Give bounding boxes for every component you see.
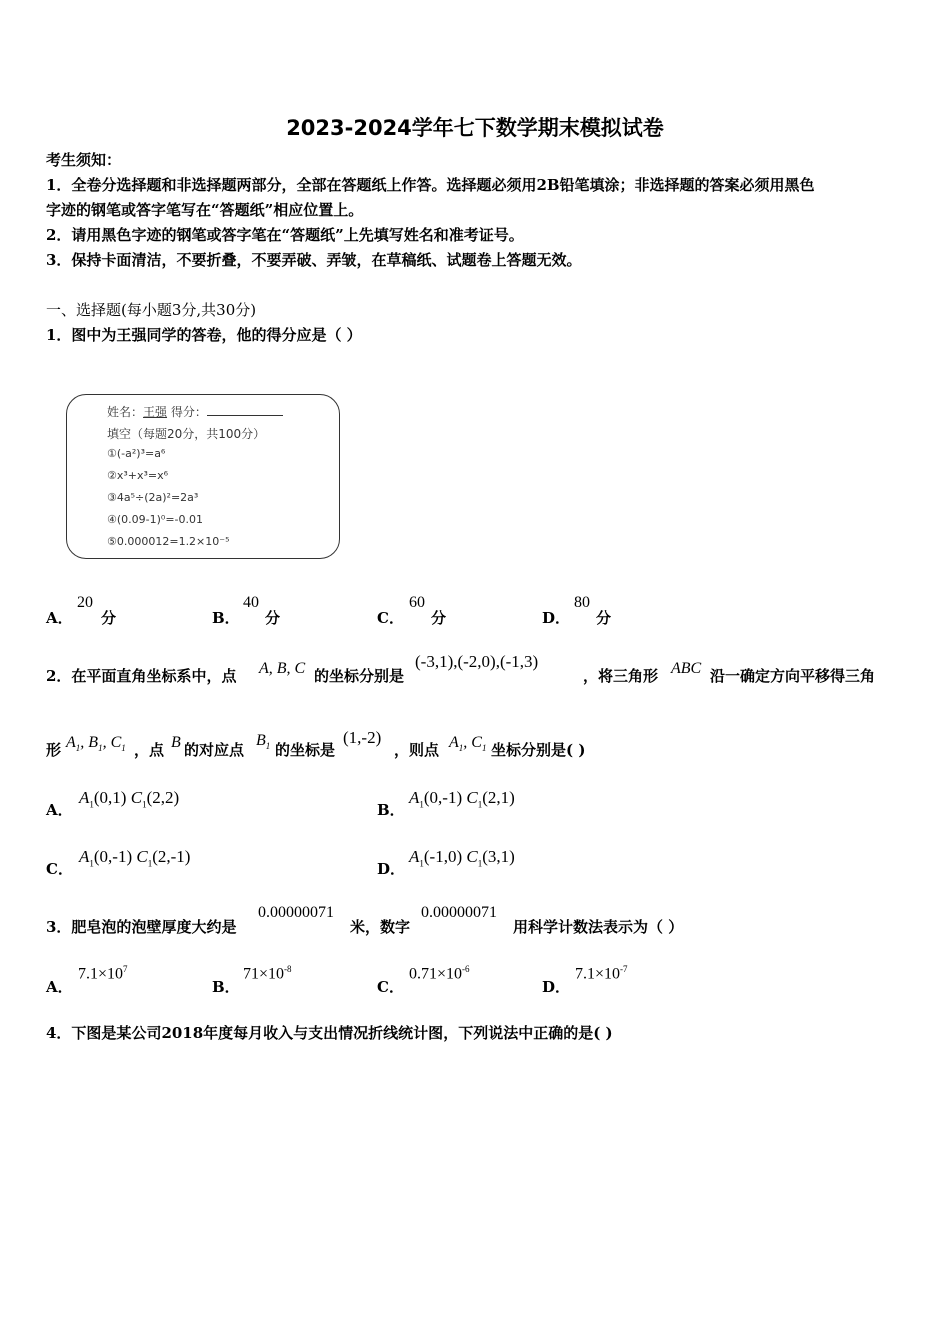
card-name-label: 姓名： [107,405,144,419]
q2-option-d-c1: (3,1) [482,847,515,866]
q2-point-b1: $B_1$ [256,732,271,752]
q2-text-6: ，点 [134,741,165,759]
q1-option-b-label: B． [212,609,240,627]
q2-option-a-c1: (2,2) [146,788,180,807]
card-item-5: ⑤0.000012=1.2×10⁻⁵ [107,535,230,548]
q3-option-a-base: 7.1×10 [78,965,124,983]
q3-option-c-base: 0.71×10 [409,965,463,983]
q2-option-d-value: $A_1(-1,0)$ $C_1(3,1)$ [409,847,515,869]
card-item-2: ②x³+x³=x⁶ [107,469,169,482]
notice-line-2: 字迹的钢笔或答字笔写在“答题纸”相应位置上。 [46,201,364,219]
q3-option-b-label: B． [212,978,240,996]
q2-text-1: 2．在平面直角坐标系中，点 [46,667,237,685]
q3-option-d-label: D． [542,978,571,996]
q3-option-d-exp: -7 [620,964,628,974]
q3-option-a-exp: 7 [123,964,128,974]
q2-option-b-value: $A_1(0,-1)$ $C_1(2,1)$ [409,788,515,810]
q2-option-c-a1: (0,-1) [93,847,133,866]
q2-points-a1-c1: $A_1$, $C_1$ [449,734,487,754]
card-item-1: ①(-a²)³=a⁶ [107,447,166,460]
q2-option-d-label: D． [377,860,406,878]
q3-option-b-value [243,964,292,983]
card-score-blank [207,415,283,416]
card-item-3: ③4a⁵÷(2a)²=2a³ [107,491,199,504]
q3-text-1: 3．肥皂泡的泡壁厚度大约是 [46,918,237,936]
q1-option-b-value: 40 [243,594,259,611]
q3-number-1: 0.00000071 [258,904,334,921]
q2-option-b-a1: (0,-1) [423,788,463,807]
q1-option-d-label: D． [542,609,571,627]
q3-option-c-label: C． [377,978,404,996]
q2-text-9: ，则点 [394,741,440,759]
q2-triangle: ABC [671,660,702,677]
q1-option-a-label: A． [46,609,73,627]
q2-b1-coord: (1,-2) [343,728,382,747]
notice-heading: 考生须知： [46,151,122,169]
q3-option-c-exp: -6 [462,964,470,974]
q2-text-5: 形 [46,741,62,759]
q3-text-2: 米，数字 [350,918,411,936]
answer-sheet-image [66,394,340,559]
q2-text-3: ，将三角形 [583,667,659,685]
q3-option-a-label: A． [46,978,73,996]
q3-option-a-value [78,964,128,983]
q1-option-d-value: 80 [574,594,590,611]
question-1-stem: 1．图中为王强同学的答卷，他的得分应是（ ） [46,326,362,344]
q3-option-d-base: 7.1×10 [575,965,621,983]
q3-option-b-base: 71×10 [243,965,285,983]
q2-option-b-c1: (2,1) [482,788,515,807]
q2-option-c-label: C． [46,860,73,878]
q1-option-b-unit: 分 [265,609,281,627]
q3-text-3: 用科学计数法表示为（ ） [513,918,684,936]
q2-text-8: 的坐标是 [275,741,336,759]
card-item-4: ④(0.09-1)⁰=-0.01 [107,513,203,526]
section-heading: 一、选择题(每小题3分,共30分) [46,301,257,319]
q2-points: A, B, C [259,660,306,677]
q2-text-4: 沿一确定方向平移得三角 [710,667,876,685]
q2-point-b: B [171,734,181,751]
q1-option-a-unit: 分 [101,609,117,627]
q1-option-c-unit: 分 [431,609,447,627]
question-4-stem: 4．下图是某公司2018年度每月收入与支出情况折线统计图，下列说法中正确的是( ) [46,1024,613,1042]
q2-option-d-a1: (-1,0) [423,847,463,866]
q2-option-c-value: $A_1(0,-1)$ $C_1(2,-1)$ [79,847,191,869]
q2-text-10: 坐标分别是( ) [491,741,586,759]
q3-option-b-exp: -8 [284,964,292,974]
q1-option-d-unit: 分 [596,609,612,627]
q3-number-2: 0.00000071 [421,904,497,921]
q1-option-c-value: 60 [409,594,425,611]
notice-line-3: 2．请用黑色字迹的钢笔或答字笔在“答题纸”上先填写姓名和准考证号。 [46,226,524,244]
q2-option-a-value: $A_1(0,1)$ $C_1(2,2)$ [79,788,180,810]
notice-line-1: 1．全卷分选择题和非选择题两部分，全部在答题纸上作答。选择题必须用2B铅笔填涂；非选择题的答案必须用黑色 [46,176,815,194]
q3-option-c-value [409,964,470,983]
q2-option-b-label: B． [377,801,405,819]
card-instruction: 填空（每题20分，共100分） [107,427,266,441]
q2-option-c-c1: (2,-1) [152,847,191,866]
card-score-label: 得分： [170,405,207,419]
q2-coords: (-3,1),(-2,0),(-1,3) [415,652,539,671]
q2-option-a-label: A． [46,801,73,819]
q2-text-2: 的坐标分别是 [314,667,405,685]
q2-text-7: 的对应点 [184,741,245,759]
q2-option-a-a1: (0,1) [93,788,127,807]
q3-option-d-value [575,964,628,983]
page-title: 2023-2024学年七下数学期末模拟试卷 [286,116,664,140]
card-name-value: 王强 [143,405,168,419]
notice-line-4: 3．保持卡面清洁，不要折叠，不要弄破、弄皱，在草稿纸、试题卷上答题无效。 [46,251,582,269]
q1-option-c-label: C． [377,609,404,627]
q1-option-a-value: 20 [77,594,93,611]
q2-triangle-image: $A_1$, $B_1$, $C_1$ [66,734,126,754]
